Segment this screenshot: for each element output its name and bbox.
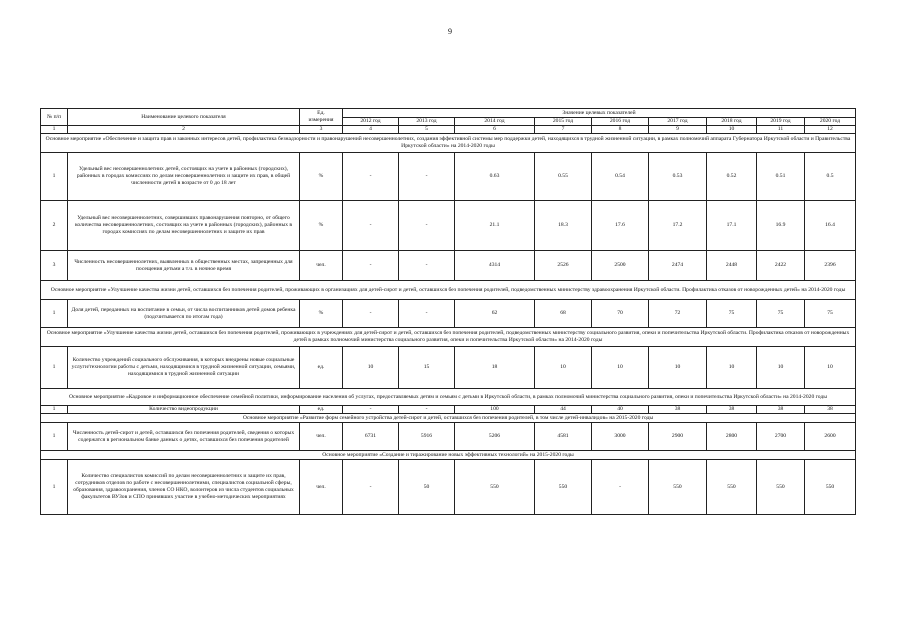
- header-values-title: Значение целевых показателей: [343, 109, 856, 118]
- header-column-number: 12: [805, 126, 856, 134]
- header-year: 2013 год: [399, 118, 455, 126]
- row-number: 1: [41, 423, 68, 451]
- value-cell: -: [343, 460, 399, 515]
- value-cell: 100: [455, 406, 535, 414]
- value-cell: 2422: [757, 251, 805, 281]
- indicator-name: Количество учреждений социального обслуживания, в которых внедрены новые социальные услуги/технологии работы с детьми, находящимися в трудной жизненной ситуации, семьями, находящимися в трудной жизненной ситуации: [68, 347, 300, 389]
- value-cell: 16.9: [757, 201, 805, 251]
- value-cell: 21.1: [455, 201, 535, 251]
- header-column-number: 5: [399, 126, 455, 134]
- header-year: 2014 год: [455, 118, 535, 126]
- header-year: 2016 год: [592, 118, 649, 126]
- header-column-number: 7: [535, 126, 592, 134]
- value-cell: -: [343, 300, 399, 328]
- value-cell: 75: [805, 300, 856, 328]
- value-cell: 38: [757, 406, 805, 414]
- value-cell: -: [399, 251, 455, 281]
- header-name: Наименование целевого показателя: [68, 109, 300, 126]
- header-column-number: 8: [592, 126, 649, 134]
- value-cell: -: [399, 300, 455, 328]
- header-unit: Ед. измерения: [300, 109, 343, 126]
- unit-cell: чел.: [300, 460, 343, 515]
- value-cell: -: [343, 153, 399, 201]
- row-number: 1: [41, 460, 68, 515]
- value-cell: 10: [343, 347, 399, 389]
- section-title: Основное мероприятие «Развитие форм семейного устройства детей-сирот и детей, оставшихся без попечения родителей, в том числе детей-инвалидов» на 2015-2020 годы: [41, 414, 856, 423]
- value-cell: 2700: [757, 423, 805, 451]
- value-cell: 2800: [707, 423, 757, 451]
- value-cell: 50: [399, 460, 455, 515]
- value-cell: -: [343, 251, 399, 281]
- value-cell: -: [343, 201, 399, 251]
- value-cell: 44: [535, 406, 592, 414]
- value-cell: 68: [535, 300, 592, 328]
- value-cell: 550: [649, 460, 707, 515]
- header-column-number: 6: [455, 126, 535, 134]
- value-cell: -: [399, 201, 455, 251]
- value-cell: 10: [805, 347, 856, 389]
- value-cell: 550: [535, 460, 592, 515]
- unit-cell: ед.: [300, 347, 343, 389]
- value-cell: 38: [707, 406, 757, 414]
- value-cell: 2500: [592, 251, 649, 281]
- unit-cell: %: [300, 201, 343, 251]
- unit-cell: %: [300, 300, 343, 328]
- value-cell: 18.3: [535, 201, 592, 251]
- table-row: [41, 153, 856, 201]
- unit-cell: %: [300, 153, 343, 201]
- value-cell: 550: [805, 460, 856, 515]
- section-title: Основное мероприятие «Улучшение качества жизни детей, оставшихся без попечения родителей, проживающих в организациях для детей-сирот и детей, оставшихся без попечения родителей, подведомственных министерству здравоохранения Иркутской области. Профилактика отказов от новорожденных детей» на 2014-2020 годы: [41, 281, 856, 300]
- value-cell: 2900: [649, 423, 707, 451]
- section-title: Основное мероприятие «Кадровое и информационное обеспечение семейной политики, информирование населения об услугах, предоставляемых детям и семьям с детьми в Иркутской области, в рамках полномочий министерства социального развития, опеки и попечительства Иркутской области» на 2014-2020 годы: [41, 389, 856, 406]
- value-cell: 6731: [343, 423, 399, 451]
- indicator-name: Количество специалистов комиссий по делам несовершеннолетних и защите их прав, сотрудников отделов по работе с несовершеннолетними, специалистов социальной сферы, образования, здравоохранения, членов СО НКО, волонтеров из числа студентов социальных факультетов ВУЗов и СПО принявших участие в учебно-методических мероприятиях: [68, 460, 300, 515]
- value-cell: 0.5: [805, 153, 856, 201]
- unit-cell: ед.: [300, 406, 343, 414]
- value-cell: 0.55: [535, 153, 592, 201]
- value-cell: 0.51: [757, 153, 805, 201]
- value-cell: 17.2: [649, 201, 707, 251]
- value-cell: 75: [757, 300, 805, 328]
- value-cell: -: [592, 460, 649, 515]
- table-row: [41, 423, 856, 451]
- indicator-name: Удельный вес несовершеннолетних детей, состоящих на учете в районных (городских), районных в городах комиссиях по делам несовершеннолетних и защите их прав, в общей численности детей в возрасте от 0 до 18 лет: [68, 153, 300, 201]
- target-indicators-table: [40, 108, 856, 515]
- header-column-number: 11: [757, 126, 805, 134]
- value-cell: 17.1: [707, 201, 757, 251]
- value-cell: 10: [649, 347, 707, 389]
- value-cell: 5916: [399, 423, 455, 451]
- value-cell: 0.53: [649, 153, 707, 201]
- value-cell: 70: [592, 300, 649, 328]
- indicator-name: Удельный вес несовершеннолетних, совершивших правонарушения повторно, от общего количества несовершеннолетних, состоящих на учете в районных (городских), районных в городах комиссиях по делам несовершеннолетних и защите их прав: [68, 201, 300, 251]
- value-cell: -: [399, 406, 455, 414]
- value-cell: 10: [707, 347, 757, 389]
- table-row: [41, 406, 856, 414]
- header-column-number: 10: [707, 126, 757, 134]
- unit-cell: чел.: [300, 251, 343, 281]
- table-row: [41, 251, 856, 281]
- value-cell: 550: [757, 460, 805, 515]
- value-cell: 38: [805, 406, 856, 414]
- unit-cell: чел.: [300, 423, 343, 451]
- value-cell: 10: [535, 347, 592, 389]
- value-cell: 10: [757, 347, 805, 389]
- row-number: 3: [41, 251, 68, 281]
- value-cell: 2396: [805, 251, 856, 281]
- header-column-number: 4: [343, 126, 399, 134]
- header-num: № п/п: [41, 109, 68, 126]
- value-cell: 0.52: [707, 153, 757, 201]
- value-cell: 2526: [535, 251, 592, 281]
- value-cell: 4581: [535, 423, 592, 451]
- header-year: 2018 год: [707, 118, 757, 126]
- header-column-number: 9: [649, 126, 707, 134]
- section-title: Основное мероприятие «Обеспечение и защита прав и законных интересов детей, профилактика безнадзорности и правонарушений несовершеннолетних, создания эффективной системы мер поддержки детей, находящихся в трудной жизненной ситуации, в рамках полномочий аппарата Губернатора Иркутской области и Правительства Иркутской области» на 2014-2020 годы: [41, 134, 856, 153]
- value-cell: 4314: [455, 251, 535, 281]
- value-cell: 5206: [455, 423, 535, 451]
- table-row: [41, 347, 856, 389]
- table-row: [41, 300, 856, 328]
- indicator-name: Количество видеопродукции: [68, 406, 300, 414]
- indicator-name: Численность несовершеннолетних, выявленных в общественных местах, запрещенных для посещения детьми а т.ч. в ночное время: [68, 251, 300, 281]
- value-cell: 40: [592, 406, 649, 414]
- page-number: 9: [448, 27, 452, 36]
- indicator-name: Численность детей-сирот и детей, оставшихся без попечения родителей, сведения о которых содержатся в региональном банке данных о детях, оставшихся без попечения родителей: [68, 423, 300, 451]
- header-year: 2012 год: [343, 118, 399, 126]
- value-cell: 15: [399, 347, 455, 389]
- value-cell: 17.6: [592, 201, 649, 251]
- value-cell: 550: [455, 460, 535, 515]
- header-year: 2017 год: [649, 118, 707, 126]
- table-row: [41, 201, 856, 251]
- value-cell: 2474: [649, 251, 707, 281]
- row-number: 1: [41, 153, 68, 201]
- value-cell: 550: [707, 460, 757, 515]
- header-column-number: 1: [41, 126, 68, 134]
- value-cell: 62: [455, 300, 535, 328]
- value-cell: 72: [649, 300, 707, 328]
- value-cell: 18: [455, 347, 535, 389]
- header-year: 2015 год: [535, 118, 592, 126]
- value-cell: 0.63: [455, 153, 535, 201]
- indicator-name: Доля детей, переданных на воспитание в семьи, от числа воспитанников детей домов ребенка (подсчитывается по итогам года): [68, 300, 300, 328]
- row-number: 2: [41, 201, 68, 251]
- value-cell: 3000: [592, 423, 649, 451]
- header-column-number: 2: [68, 126, 300, 134]
- value-cell: -: [343, 406, 399, 414]
- value-cell: 16.4: [805, 201, 856, 251]
- value-cell: 0.54: [592, 153, 649, 201]
- row-number: 1: [41, 347, 68, 389]
- table-row: [41, 460, 856, 515]
- header-year: 2019 год: [757, 118, 805, 126]
- value-cell: 75: [707, 300, 757, 328]
- header-year: 2020 год: [805, 118, 856, 126]
- section-title: Основное мероприятие «Создание и тиражирование новых эффективных технологий» на 2015-2020 годы: [41, 451, 856, 460]
- row-number: 1: [41, 406, 68, 414]
- value-cell: 2600: [805, 423, 856, 451]
- value-cell: 38: [649, 406, 707, 414]
- row-number: 1: [41, 300, 68, 328]
- value-cell: 10: [592, 347, 649, 389]
- header-column-number: 3: [300, 126, 343, 134]
- value-cell: 2448: [707, 251, 757, 281]
- value-cell: -: [399, 153, 455, 201]
- section-title: Основное мероприятие «Улучшение качества жизни детей, оставшихся без попечения родителей, проживающих в учреждениях для детей-сирот и детей, оставшихся без попечения родителей, подведомственных министерству социального развития, опеки и попечительства Иркутской области. Профилактика отказов от новорожденных детей в рамках полномочий министерства социального развития, опеки и попечительства Иркутской области» на 2014-2020 годы: [41, 328, 856, 347]
